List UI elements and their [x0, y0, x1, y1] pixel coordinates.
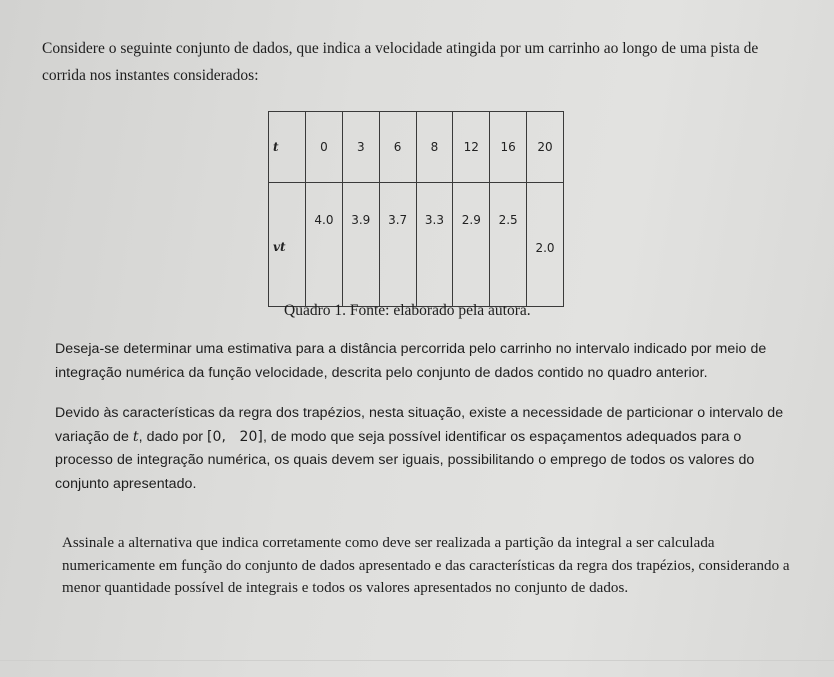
paragraph-question: Assinale a alternativa que indica corretamente como deve ser realizada a partição da integral a ser calculada numericamente em função do conjunto de dados apresentado e das características da regra dos trapézios, considerando a menor quantidade possível de integrais e todos os valores apresentados no conjunto de dados. — [62, 535, 790, 596]
velocity-cell: 2.9 — [453, 183, 490, 307]
velocity-cell: 3.9 — [342, 183, 379, 307]
time-cell: 20 — [527, 112, 564, 183]
velocity-row-label: vt — [269, 183, 306, 307]
intro-text: Considere o seguinte conjunto de dados, que indica a velocidade atingida por um carrinho ao longo de uma pista de corrida nos instantes considerados: — [42, 40, 759, 84]
velocity-cell: 4.0 — [306, 183, 343, 307]
time-cell: 0 — [306, 112, 343, 183]
velocity-row — [269, 183, 564, 307]
interval-notation: [0, 20] — [207, 428, 263, 445]
velocity-cell: 3.3 — [416, 183, 453, 307]
paragraph-text: , dado por — [138, 428, 208, 445]
variable-t: t — [132, 428, 139, 445]
time-cell: 12 — [453, 112, 490, 183]
velocity-cell: 2.0 — [527, 183, 564, 307]
time-cell: 16 — [490, 112, 527, 183]
time-row-label: t — [269, 112, 306, 183]
data-table — [268, 111, 564, 307]
paragraph-objective: Deseja-se determinar uma estimativa para a distância percorrida pelo carrinho no intervalo indicado por meio de integração numérica da função velocidade, descrita pelo conjunto de dados contido no quadro anterior. — [55, 341, 767, 381]
paragraph-text: Devido às características da regra dos trapézios, nesta situação, existe a necessidade de particionar o intervalo de variação de — [55, 405, 784, 445]
paragraph-text: , de modo que seja possível identificar os espaçamentos adequados para o processo de integração numérica, os quais devem ser iguais, possibilitando o emprego de todos os valores do conjunto apresentado. — [55, 428, 755, 492]
divider — [0, 660, 834, 661]
velocity-cell: 2.5 — [490, 183, 527, 307]
time-cell: 3 — [342, 112, 379, 183]
paragraph-trapezoid-rule — [55, 402, 800, 496]
velocity-cell: 3.7 — [379, 183, 416, 307]
time-cell: 6 — [379, 112, 416, 183]
time-cell: 8 — [416, 112, 453, 183]
time-row — [269, 112, 564, 183]
table-caption: Quadro 1. Fonte: elaborado pela autora. — [284, 302, 531, 319]
